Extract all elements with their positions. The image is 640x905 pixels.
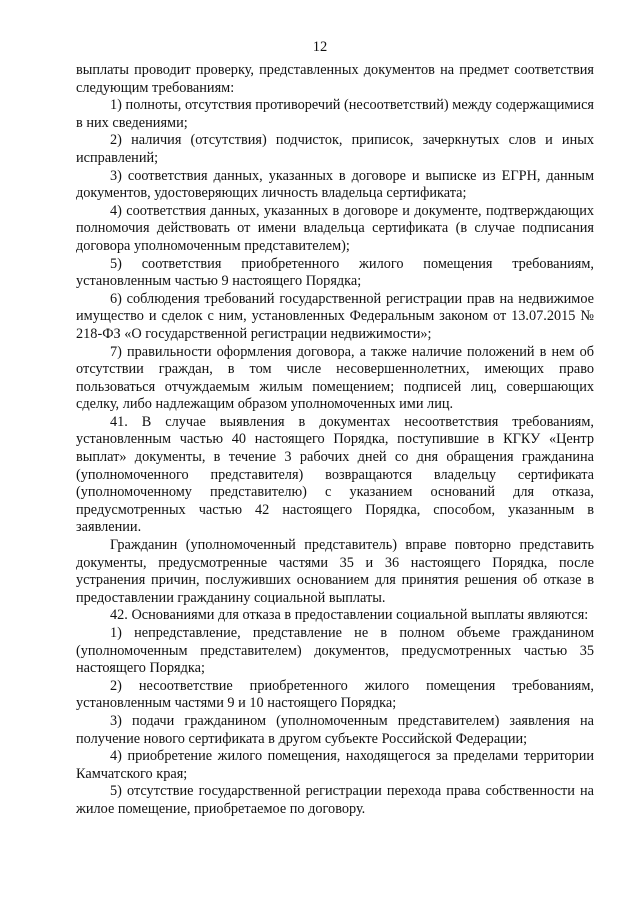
paragraph-section-41: 41. В случае выявления в документах несоответствия требованиям, установленным частью 40 настоящего Порядка, поступившие в КГКУ «Центр выплат» документы, в течение 3 рабочих дней со дня обращения гражданина (уполномоченного представителя) возвращаются владельцу сертификата (уполномоченному представителю) с указанием оснований для отказа, предусмотренных частью 42 настоящего Порядка, способом, указанным в заявлении. — [76, 413, 594, 536]
paragraph-item-5: 5) соответствия приобретенного жилого помещения требованиям, установленным частью 9 настоящего Порядка; — [76, 255, 594, 290]
page-number: 12 — [312, 39, 328, 55]
paragraph-refusal-1: 1) непредставление, представление не в полном объеме гражданином (уполномоченным представителем) документов, предусмотренных частью 35 настоящего Порядка; — [76, 625, 594, 677]
paragraph-item-1: 1) полноты, отсутствия противоречий (несоответствий) между содержащимися в них сведениями; — [76, 97, 594, 131]
paragraph-refusal-3: 3) подачи гражданином (уполномоченным представителем) заявления на получение нового сертификата в другом субъекте Российской Федерации; — [76, 712, 594, 747]
paragraph-item-3: 3) соответствия данных, указанных в договоре и выписке из ЕГРН, данным документов, удостоверяющих личность владельца сертификата; — [76, 167, 594, 202]
paragraph-item-6: 6) соблюдения требований государственной регистрации прав на недвижимое имущество и сделок с ним, установленных Федеральным законом от 13.07.2015 № 218-ФЗ «О государственной регистрации недвижимости»; — [76, 290, 594, 342]
document-body — [76, 62, 594, 819]
paragraph-continuation: выплаты проводит проверку, представленных документов на предмет соответствия следующим требованиям: — [76, 62, 594, 96]
paragraph-item-4: 4) соответствия данных, указанных в договоре и документе, подтверждающих полномочия действовать от имени владельца сертификата (в случае подписания договора уполномоченным представителем); — [76, 202, 594, 254]
paragraph-section-42: 42. Основаниями для отказа в предоставлении социальной выплаты являются: — [110, 607, 589, 624]
paragraph-item-7: 7) правильности оформления договора, а также наличие положений в нем об отсутствии граждан, в том числе несовершеннолетних, имеющих право пользоваться отчуждаемым жилым помещением; подписей лиц, совершающих сделку, либо надлежащим образом уполномоченных ими лиц. — [76, 343, 594, 413]
paragraph-resubmission: Гражданин (уполномоченный представитель) вправе повторно представить документы, предусмотренные частями 35 и 36 настоящего Порядка, после устранения причин, послуживших основанием для принятия решения об отказе в предоставлении гражданину социальной выплаты. — [76, 537, 594, 606]
paragraph-refusal-4: 4) приобретение жилого помещения, находящегося за пределами территории Камчатского края; — [76, 748, 594, 782]
paragraph-item-2: 2) наличия (отсутствия) подчисток, приписок, зачеркнутых слов и иных исправлений; — [76, 132, 594, 166]
paragraph-refusal-5: 5) отсутствие государственной регистрации перехода права собственности на жилое помещение, приобретаемое по договору. — [76, 783, 594, 817]
paragraph-refusal-2: 2) несоответствие приобретенного жилого помещения требованиям, установленным частями 9 и 10 настоящего Порядка; — [76, 677, 594, 712]
